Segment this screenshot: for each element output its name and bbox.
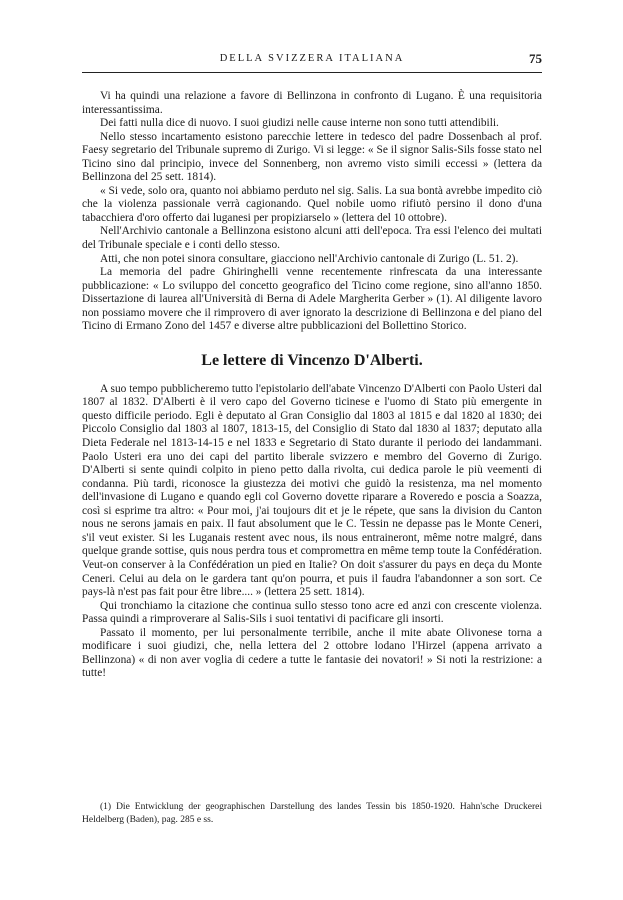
- running-title: DELLA SVIZZERA ITALIANA: [219, 53, 405, 64]
- footnote: (1) Die Entwicklung der geographischen Darstellung des landes Tessin bis 1850-1920. Hahn'sche Druckerei Heldelberg (Baden), pag. 285 e ss.: [82, 802, 542, 825]
- section-paragraph: Passato il momento, per lui personalmente terribile, anche il mite abate Olivonese torna a modificare i suoi giudizi, che, nella lettera del 2 ottobre lodano l'Hirzel (appena arrivato a Bellinzona) « di non aver voglia di cedere a tutte le fantasie dei novatori! » Si noti la restrizione: a tutte!: [82, 626, 542, 680]
- body-text: [82, 90, 542, 681]
- paragraph: Nell'Archivio cantonale a Bellinzona esistono alcuni atti dell'epoca. Tra essi l'elenco dei multati del Tribunale speciale e i conti dello stesso.: [82, 225, 542, 252]
- footnote-divider: [82, 791, 542, 793]
- running-header: [82, 53, 542, 71]
- section-paragraph: Qui tronchiamo la citazione che continua sullo stesso tono acre ed anzi con crescente violenza. Passa quindi a rimproverare al Salis-Sils i suoi tentativi di pacificare gli insorti.: [82, 599, 542, 626]
- paragraph: Dei fatti nulla dice di nuovo. I suoi giudizi nelle cause interne non sono tutti attendibili.: [100, 117, 499, 130]
- paragraph: Vi ha quindi una relazione a favore di Bellinzona in confronto di Lugano. È una requisitoria interessantissima.: [82, 90, 542, 116]
- section-title: Le lettere di Vincenzo D'Alberti.: [201, 351, 423, 369]
- page-number: 75: [529, 51, 542, 66]
- header-rule: [82, 72, 542, 73]
- paragraph: « Si vede, solo ora, quanto noi abbiamo perduto nel sig. Salis. La sua bontà avrebbe impedito ciò che la violenza passionale verrà cagionando. Quel nobile uomo rifiutò persino il dono d'una tabacchiera d'oro offerto dai luganesi per propiziarselo » (lettera del 10 ottobre).: [82, 184, 542, 224]
- section-paragraph: A suo tempo pubblicheremo tutto l'epistolario dell'abate Vincenzo D'Alberti con Paolo Usteri dal 1807 al 1832. D'Alberti è il vero capo del Governo ticinese e l'uomo di Stato più emergente in questo difficile periodo. Egli è deputato al Gran Consiglio dal 1803 al 1815 e dal 1820 al 1830; dei Piccolo Consiglio dal 1803 al 1807, 1813-15, del Consiglio di Stato dal 1830 al 1837; deputato alla Dieta Federale nel 1813-14-15 e nel 1833 e Segretario di Stato durante il periodo dei landammani. Paolo Usteri era uno dei capi del partito liberale svizzero e membro del Governo di Zurigo. D'Alberti si sente quindi colpito in pieno petto dalla rivolta, cui dedica parole le più veementi di condanna. Più tardi, riconosce la giustezza dei motivi che guidò la resistenza, ma nel momento dell'invasione di Lugano e quando egli col Governo dovette riparare a Roveredo e poscia a Soazza, così si esprime tra altro: « Pour moi, j'ai toujours dit et je le répete, que sans la division du Canton nous ne serons jamais en paix. Il faut absolument que le C. Tessin ne depasse pas le Monte Ceneri, s'il veut exister. Si les Luganais restent avec nous, ils nous entraineront, même notre malgré, dans quelque grande sottise, quis nous perdra tous et compromettra en même temp toute la Confédération. Veut-on conserver à la Confédération un pied en Italie? On doit s'assurer du pays en deça du Monte Ceneri. Celui au dela on le gardera tant qu'on pourra, et puis il faudra l'abandonner a son sort. Ce pays-là n'est pas fait pour être libre.... » (lettera 25 sett. 1814).: [82, 382, 542, 599]
- paragraph: Nello stesso incartamento esistono parecchie lettere in tedesco del padre Dossenbach al prof. Faesy segretario del Tribunale supremo di Zurigo. Vi si legge: « Se il signor Salis-Sils fosse stato nel Ticino sino dal principio, invece del Sonnenberg, non avremo visto simili eccessi » (lettera da Bellinzona del 25 sett. 1814).: [82, 130, 542, 184]
- paragraph: La memoria del padre Ghiringhelli venne recentemente rinfrescata da una interessante pubblicazione: « Lo sviluppo del concetto geografico del Ticino come regione, sino all'anno 1850. Dissertazione di laurea all'Università di Berna di Adele Margherita Gerber » (1). Al diligente lavoro non possiamo movere che il rimprovero di aver ignorato la descrizione di Bellinzona e del piano del Ticino di Ermano Zono del 1457 e diverse altre pubblicazioni del Bollettino Storico.: [82, 266, 542, 333]
- paragraph: Atti, che non potei sinora consultare, giacciono nell'Archivio cantonale di Zurigo (L. 51. 2).: [100, 252, 519, 265]
